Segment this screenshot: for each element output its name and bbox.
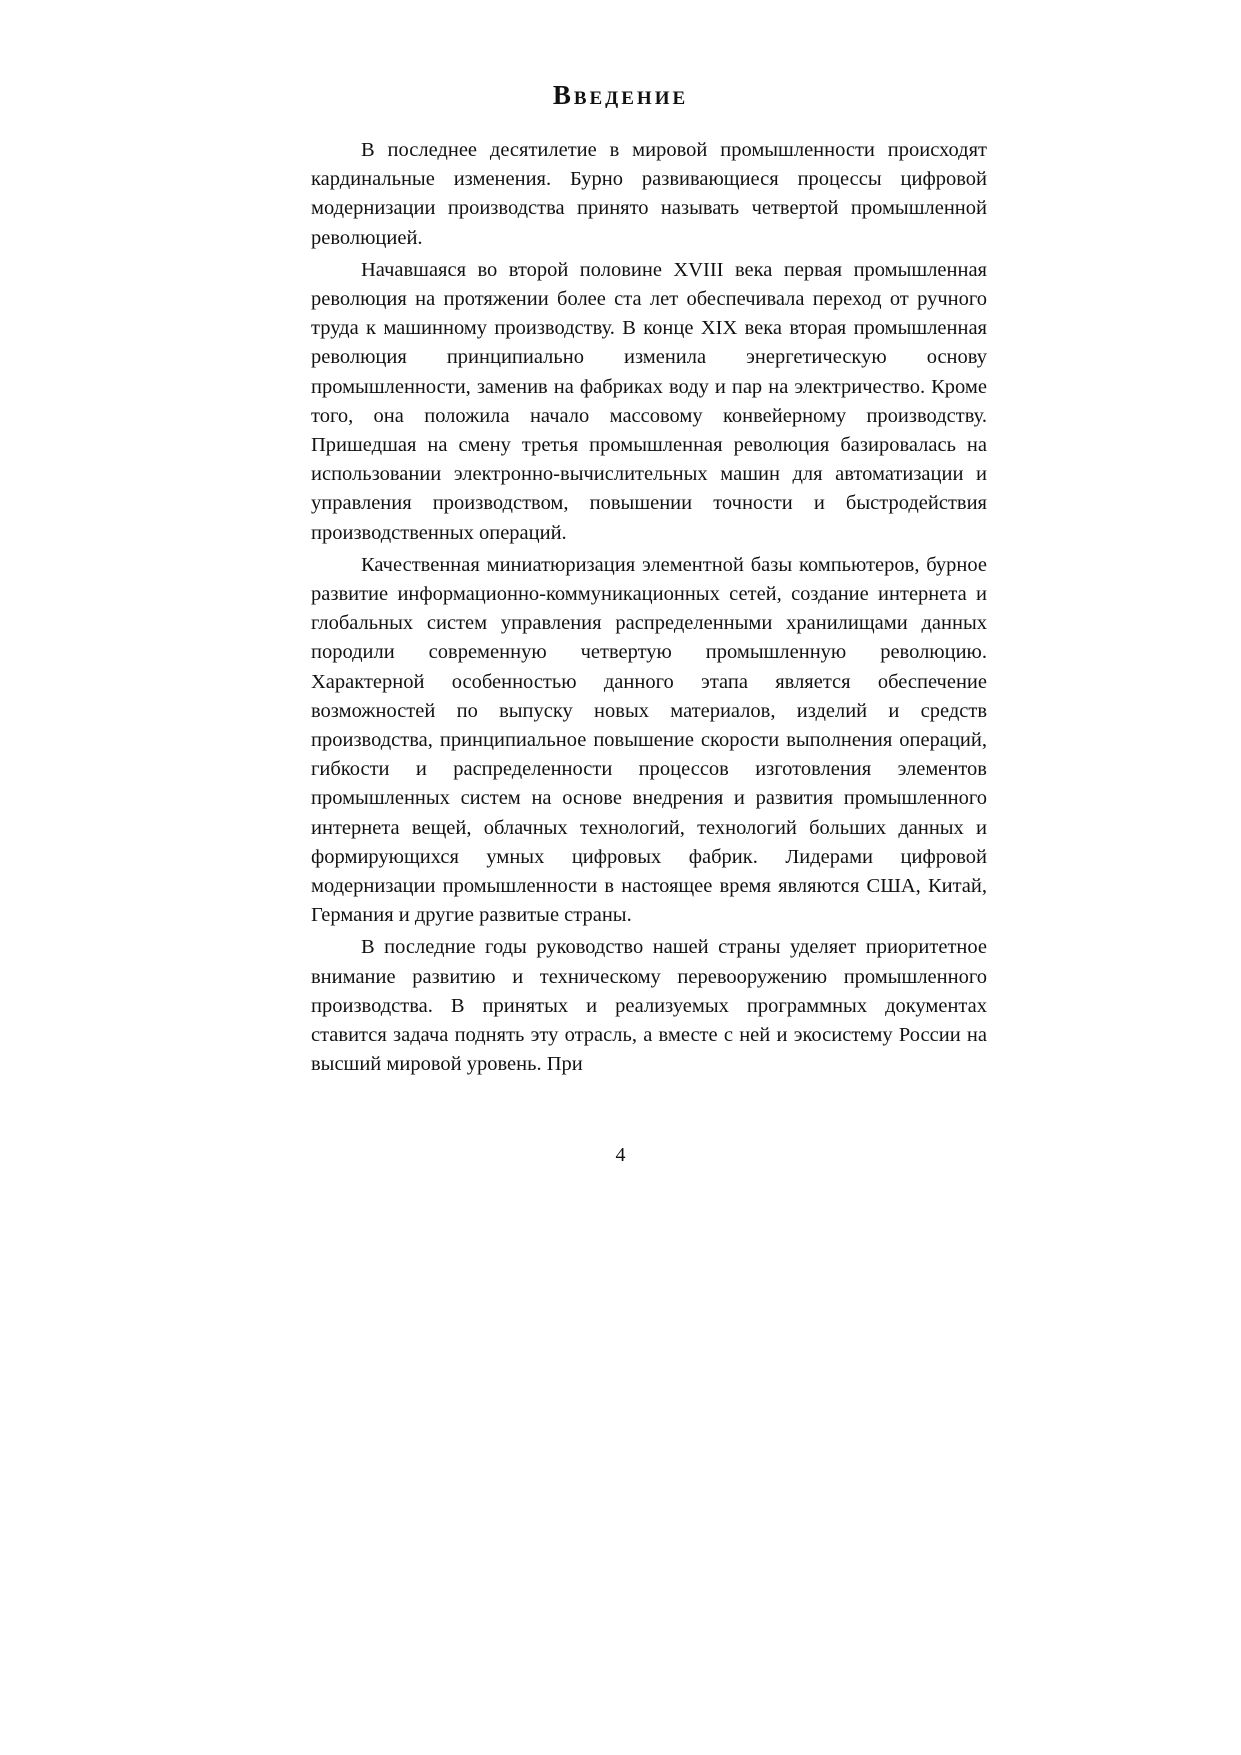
paragraph-2: Начавшаяся во второй половине XVIII века первая промышленная революция на протяжении более ста лет обеспечивала переход от ручного труда к машинному производству. В конце XIX века вторая промышленная революция принципиально изменила энергетическую основу промышленности, заменив на фабриках воду и пар на электричество. Кроме того, она положила начало массовому конвейерному производству. Пришедшая на смену третья промышленная революция базировалась на использовании электронно-вычислительных машин для автоматизации и управления производством, повышении точности и быстродействия производственных операций. xyxy=(311,258,987,544)
paragraph-4: В последние годы руководство нашей страны уделяет приоритетное внимание развитию и техническому перевооружению промышленного производства. В принятых и реализуемых программных документах ставится задача поднять эту отрасль, а вместе с ней и экосистему России на высший мировой уровень. При xyxy=(311,936,987,1076)
page-title: Введение xyxy=(552,80,689,110)
paragraph-3: Качественная миниатюризация элементной базы компьютеров, бурное развитие информационно-коммуникационных сетей, создание интернета и глобальных систем управления распределенными хранилищами данных породили современную четвертую промышленную революцию. Характерной особенностью данного этапа является обеспечение возможностей по выпуску новых материалов, изделий и средств производства, принципиальное повышение скорости выполнения операций, гибкости и распределенности процессов изготовления элементов промышленных систем на основе внедрения и развития промышленного интернета вещей, облачных технологий, технологий больших данных и формирующихся умных цифровых фабрик. Лидерами цифровой модернизации промышленности в настоящее время являются США, Китай, Германия и другие развитые страны. xyxy=(311,553,987,927)
page-number: 4 xyxy=(615,1144,626,1166)
body-text xyxy=(311,136,987,1083)
paragraph-1: В последнее десятилетие в мировой промышленности происходят кардинальные изменения. Бурно развивающиеся процессы цифровой модернизации производства принято называть четвертой промышленной революцией. xyxy=(311,139,987,249)
